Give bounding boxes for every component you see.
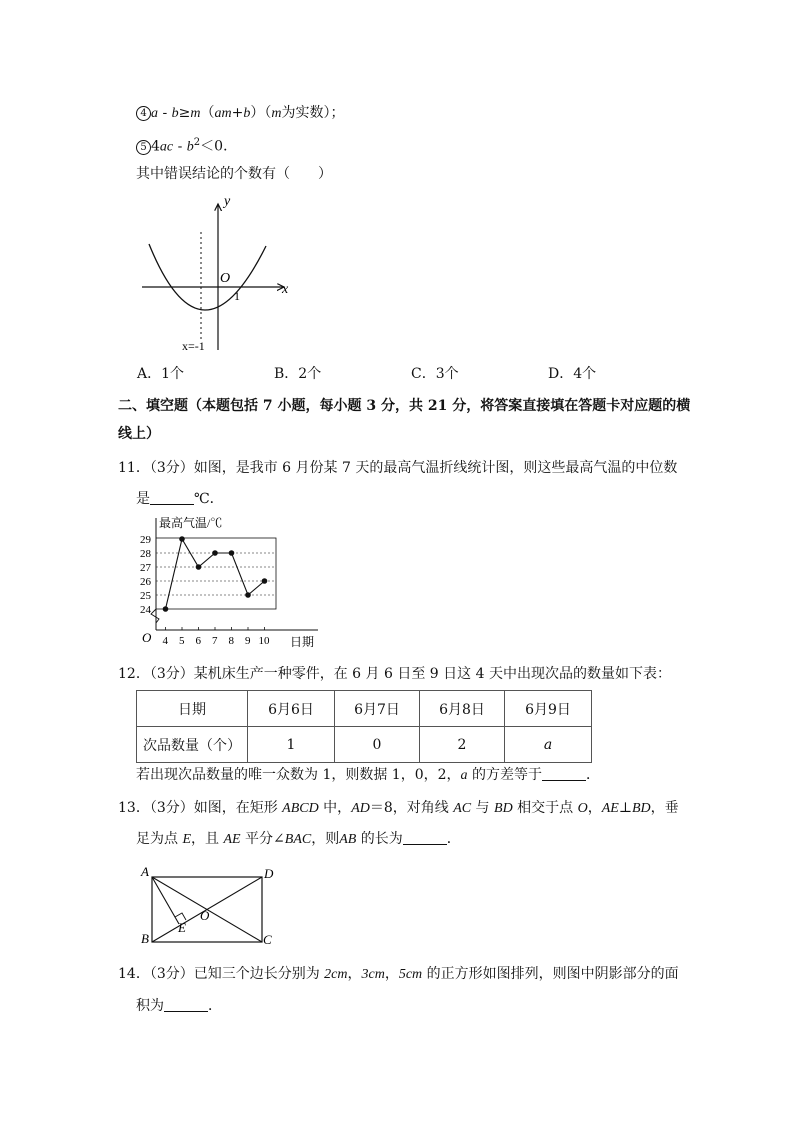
paren: ）（ bbox=[250, 105, 272, 121]
x-tick-label: 7 bbox=[212, 635, 218, 647]
text: ，则 bbox=[311, 831, 340, 847]
x-tick-label: 4 bbox=[162, 635, 168, 647]
text: ， bbox=[587, 800, 602, 816]
y-label: y bbox=[224, 194, 231, 209]
var: b bbox=[171, 106, 179, 121]
q12-text: 12．（3分）某机床生产一种零件，在 6 月 6 日至 9 日这 4 天中出现次品的数量如下表： bbox=[118, 666, 671, 682]
text: ，且 bbox=[191, 831, 224, 847]
var: AE bbox=[223, 832, 241, 847]
origin-label: O bbox=[142, 630, 152, 645]
condition-4 bbox=[136, 103, 344, 124]
paren: （ bbox=[200, 105, 215, 121]
temperature-chart bbox=[138, 512, 328, 652]
num: 5 bbox=[398, 967, 406, 982]
text: ． bbox=[585, 767, 600, 783]
table-cell: 0 bbox=[335, 727, 420, 763]
x-tick-label: 10 bbox=[258, 635, 270, 647]
section-heading: 二、填空题（本题包括 7 小题，每小题 3 分，共 21 分，将答案直接填在答题卡对应题的横 bbox=[118, 398, 691, 414]
table-cell: 6月7日 bbox=[335, 691, 420, 727]
label-b: B bbox=[141, 931, 149, 946]
superscript: 2 bbox=[193, 137, 201, 148]
text: 的正方形如图排列，则图中阴影部分的面 bbox=[422, 966, 679, 982]
data-point bbox=[196, 564, 202, 570]
text: ＜0． bbox=[200, 138, 238, 155]
var: AE bbox=[601, 801, 619, 816]
var: BD bbox=[632, 801, 651, 816]
answer-options bbox=[137, 363, 657, 383]
rectangle-figure bbox=[136, 862, 286, 950]
unit: cm bbox=[331, 967, 348, 982]
q14-text-2 bbox=[136, 996, 222, 1016]
text: 为实数）； bbox=[281, 105, 345, 121]
unit: cm bbox=[405, 967, 423, 982]
text: ＝8，对角线 bbox=[369, 800, 454, 816]
text: ⊥ bbox=[618, 800, 632, 816]
x-axis-label: 日期 bbox=[290, 635, 315, 649]
table-row bbox=[137, 691, 592, 727]
var: m bbox=[271, 106, 282, 121]
var: O bbox=[577, 801, 588, 816]
defect-table bbox=[136, 690, 592, 763]
label-d: D bbox=[264, 866, 274, 881]
label-a: A bbox=[141, 864, 149, 879]
q11-text: 11．（3分）如图，是我市 6 月份某 7 天的最高气温折线统计图，则这些最高气温的中位数 bbox=[118, 460, 678, 476]
var: BAC bbox=[284, 832, 312, 847]
text: 14．（3分）已知三个边长分别为 bbox=[118, 966, 325, 982]
data-point bbox=[229, 550, 235, 556]
table-cell: 6月9日 bbox=[505, 691, 592, 727]
var: ABCD bbox=[282, 801, 319, 816]
table-cell: a bbox=[505, 727, 592, 763]
chart-title: 最高气温/℃ bbox=[159, 516, 223, 530]
var: m bbox=[190, 106, 201, 121]
var: AC bbox=[453, 801, 472, 816]
text: 13．（3分）如图，在矩形 bbox=[118, 800, 283, 816]
table-cell: 1 bbox=[248, 727, 335, 763]
var: E bbox=[182, 832, 192, 847]
label-o: O bbox=[200, 908, 210, 923]
text: 若出现次品数量的唯一众数为 1，则数据 1，0，2， bbox=[136, 767, 461, 783]
text: 的长为 bbox=[356, 831, 403, 847]
root-label: 1 bbox=[234, 289, 240, 303]
table-cell: 2 bbox=[420, 727, 505, 763]
text: 的方差等于 bbox=[467, 767, 542, 783]
answer-blank[interactable] bbox=[164, 997, 208, 1012]
op: ≥ bbox=[178, 105, 191, 121]
text: ， bbox=[384, 966, 399, 982]
y-tick-label: 28 bbox=[140, 548, 151, 560]
table-row bbox=[137, 727, 592, 763]
answer-blank[interactable] bbox=[403, 830, 447, 845]
data-point bbox=[212, 550, 218, 556]
label-c: C bbox=[263, 932, 272, 947]
symmetry-label: x=-1 bbox=[182, 339, 205, 353]
data-point bbox=[163, 606, 169, 612]
question-text: 其中错误结论的个数有（ ） bbox=[136, 166, 332, 182]
op: - bbox=[158, 105, 172, 121]
num: 2 bbox=[324, 967, 332, 982]
table-cell: 6月8日 bbox=[420, 691, 505, 727]
var: AB bbox=[339, 832, 357, 847]
parabola-curve bbox=[149, 244, 266, 310]
option-a[interactable]: A．1个 bbox=[137, 366, 185, 382]
temperature-line bbox=[166, 539, 265, 609]
num: 3 bbox=[361, 967, 369, 982]
text: 积为 bbox=[136, 998, 164, 1014]
q12-text-2 bbox=[136, 765, 600, 786]
text: 平分∠ bbox=[240, 831, 285, 847]
text: ， bbox=[347, 966, 362, 982]
option-b[interactable]: B．2个 bbox=[274, 366, 322, 382]
op: + bbox=[231, 105, 244, 121]
x-tick-label: 5 bbox=[179, 635, 185, 647]
origin-label: O bbox=[220, 271, 231, 286]
text: ，垂 bbox=[650, 800, 679, 816]
y-tick-label: 26 bbox=[140, 576, 151, 588]
var: ac bbox=[159, 139, 174, 155]
op: - bbox=[173, 138, 187, 155]
text: ． bbox=[446, 831, 461, 847]
answer-blank[interactable] bbox=[150, 490, 194, 505]
y-tick-label: 29 bbox=[140, 534, 151, 546]
circled-number: 5 bbox=[136, 140, 151, 155]
y-tick-label: 25 bbox=[140, 590, 151, 602]
data-point bbox=[245, 592, 251, 598]
data-point bbox=[179, 536, 185, 542]
q13-text bbox=[118, 798, 679, 819]
y-tick-label: 24 bbox=[140, 604, 151, 616]
text: ． bbox=[208, 998, 222, 1014]
unit: cm bbox=[368, 967, 385, 982]
text: 中， bbox=[318, 800, 352, 816]
text: 相交于点 bbox=[512, 800, 578, 816]
var: am bbox=[214, 106, 232, 121]
data-point bbox=[262, 578, 268, 584]
q14-text bbox=[118, 964, 679, 985]
segment-ae bbox=[152, 877, 179, 924]
condition-5 bbox=[136, 133, 237, 158]
table-cell: 6月6日 bbox=[248, 691, 335, 727]
section-heading-cont: 线上） bbox=[118, 426, 160, 442]
num: 4 bbox=[151, 138, 160, 155]
y-tick-label: 27 bbox=[140, 562, 151, 574]
text: 与 bbox=[471, 800, 495, 816]
answer-blank[interactable] bbox=[542, 766, 586, 781]
text: 足为点 bbox=[136, 831, 183, 847]
var: b bbox=[243, 106, 251, 121]
option-d[interactable]: D．4个 bbox=[548, 366, 597, 382]
x-tick-label: 6 bbox=[195, 635, 201, 647]
var: BD bbox=[494, 801, 513, 816]
table-cell: 次品数量（个） bbox=[137, 727, 248, 763]
x-tick-label: 9 bbox=[245, 635, 251, 647]
table-cell: 日期 bbox=[137, 691, 248, 727]
label-e: E bbox=[178, 920, 186, 935]
parabola-graph bbox=[136, 192, 306, 354]
q13-text-2 bbox=[136, 829, 461, 850]
text: 是 bbox=[136, 491, 150, 507]
text: ℃． bbox=[194, 491, 224, 507]
axis-break bbox=[151, 609, 159, 623]
q11-text-2 bbox=[136, 489, 224, 509]
var: a bbox=[460, 768, 468, 783]
var: AD bbox=[351, 801, 370, 816]
option-c[interactable]: C．3个 bbox=[411, 366, 459, 382]
x-tick-label: 8 bbox=[228, 635, 234, 647]
circled-number: 4 bbox=[136, 106, 151, 121]
x-label: x bbox=[282, 282, 289, 297]
var: b bbox=[186, 139, 194, 155]
var: a bbox=[151, 106, 158, 121]
